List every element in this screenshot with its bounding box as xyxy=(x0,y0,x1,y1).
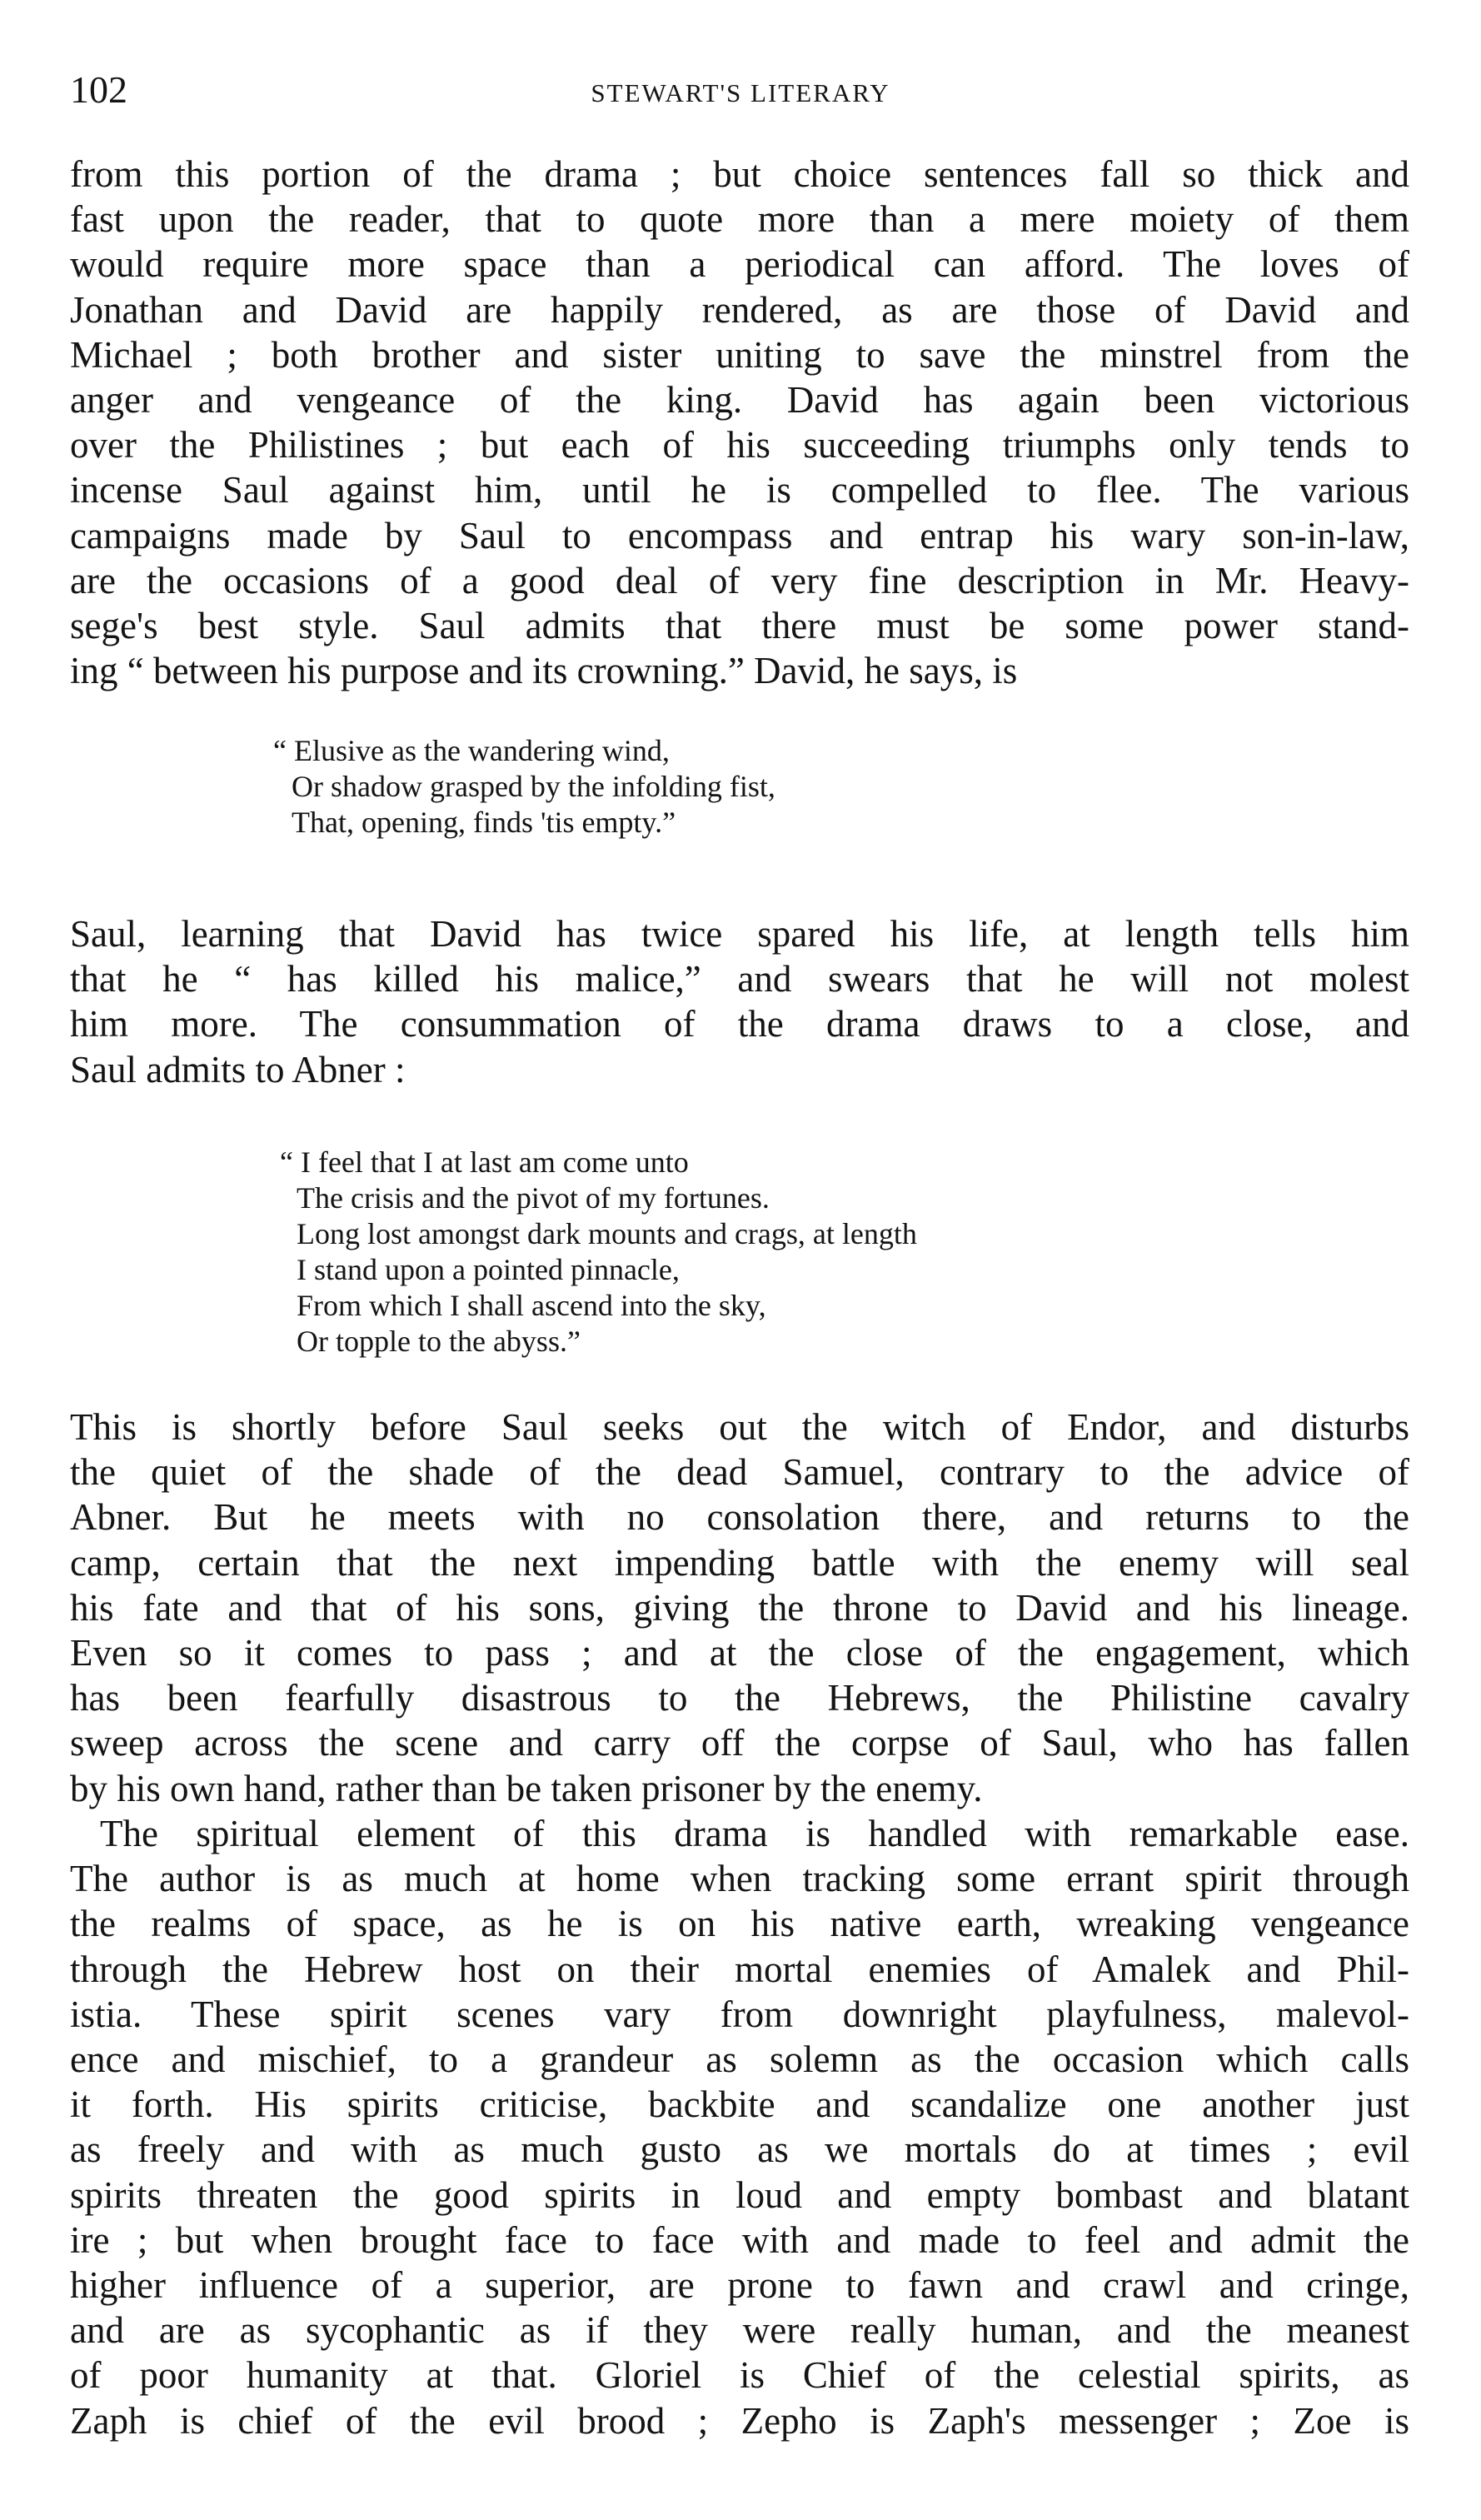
text-line: fast upon the reader, that to quote more than a mere moiety of them xyxy=(70,198,1409,241)
text-line: the realms of space, as he is on his native earth, wreaking vengeance xyxy=(70,1903,1409,1945)
text-line: The author is as much at home when tracking some errant spirit through xyxy=(70,1858,1409,1900)
text-line: incense Saul against him, until he is compelled to flee. The various xyxy=(70,469,1409,511)
text-line: his fate and that of his sons, giving the throne to David and his lineage. xyxy=(70,1586,1409,1629)
text-line: over the Philistines ; but each of his succeeding triumphs only tends to xyxy=(70,424,1409,467)
quote-line: Or topple to the abyss.” xyxy=(297,1325,581,1358)
text-line: higher influence of a superior, are prone to fawn and crawl and cringe, xyxy=(70,2264,1409,2307)
quote-line: Or shadow grasped by the infolding fist, xyxy=(292,770,775,803)
paragraph-4 xyxy=(70,1811,1409,2443)
quote-line: From which I shall ascend into the sky, xyxy=(297,1289,766,1322)
page-number: 102 xyxy=(70,68,127,111)
text-line: Jonathan and David are happily rendered, as are those of David and xyxy=(70,288,1409,331)
text-line: of poor humanity at that. Gloriel is Chief of the celestial spirits, as xyxy=(70,2354,1409,2397)
text-line: through the Hebrew host on their mortal enemies of Amalek and Phil- xyxy=(70,1948,1409,1990)
text-line: Zaph is chief of the evil brood ; Zepho is Zaph's messenger ; Zoe is xyxy=(70,2399,1409,2442)
block-quote-2 xyxy=(280,1145,917,1360)
quote-line: I stand upon a pointed pinnacle, xyxy=(297,1253,680,1286)
quote-line: That, opening, finds 'tis empty.” xyxy=(292,806,676,839)
text-line: him more. The consummation of the drama draws to a close, and xyxy=(70,1003,1409,1045)
text-line: by his own hand, rather than be taken prisoner by the enemy. xyxy=(70,1767,983,1809)
text-line: and are as sycophantic as if they were really human, and the meanest xyxy=(70,2309,1409,2352)
text-line: would require more space than a periodical can afford. The loves of xyxy=(70,243,1409,286)
text-line: The spiritual element of this drama is handled with remarkable ease. xyxy=(100,1813,1409,1854)
text-line: anger and vengeance of the king. David has again been victorious xyxy=(70,379,1409,422)
running-title: STEWART'S LITERARY xyxy=(591,78,890,107)
text-line: sege's best style. Saul admits that there must be some power stand- xyxy=(70,605,1409,647)
text-line: as freely and with as much gusto as we mortals do at times ; evil xyxy=(70,2128,1409,2171)
text-line: ire ; but when brought face to face with and made to feel and admit the xyxy=(70,2218,1409,2261)
text-line: campaigns made by Saul to encompass and entrap his wary son-in-law, xyxy=(70,514,1409,556)
page-header xyxy=(70,65,1411,115)
text-line: spirits threaten the good spirits in loud and empty bombast and blatant xyxy=(70,2173,1409,2216)
text-line: ence and mischief, to a grandeur as solemn as the occasion which calls xyxy=(70,2038,1409,2081)
text-line: the quiet of the shade of the dead Samuel, contrary to the advice of xyxy=(70,1451,1409,1494)
text-line: from this portion of the drama ; but choice sentences fall so thick and xyxy=(70,153,1409,195)
block-quote-1 xyxy=(273,733,775,841)
text-line: that he “ has killed his malice,” and swears that he will not molest xyxy=(70,958,1409,1001)
paragraph-3 xyxy=(70,1405,1409,1811)
quote-line: “ Elusive as the wandering wind, xyxy=(273,734,670,767)
text-line: has been fearfully disastrous to the Hebrews, the Philistine cavalry xyxy=(70,1677,1409,1719)
text-line: Even so it comes to pass ; and at the close of the engagement, which xyxy=(70,1632,1409,1674)
quote-line: The crisis and the pivot of my fortunes. xyxy=(297,1181,770,1215)
text-line: istia. These spirit scenes vary from downright playfulness, malevol- xyxy=(70,1993,1409,2035)
text-line: ing “ between his purpose and its crowning.” David, he says, is xyxy=(70,650,1018,692)
text-line: it forth. His spirits criticise, backbite and scandalize one another just xyxy=(70,2083,1409,2126)
text-line: Saul admits to Abner : xyxy=(70,1048,406,1090)
text-line: Abner. But he meets with no consolation there, and returns to the xyxy=(70,1496,1409,1539)
paragraph-1 xyxy=(70,152,1409,693)
text-line: are the occasions of a good deal of very fine description in Mr. Heavy- xyxy=(70,559,1409,601)
text-line: camp, certain that the next impending battle with the enemy will seal xyxy=(70,1541,1409,1584)
quote-line: “ I feel that I at last am come unto xyxy=(280,1145,689,1179)
quote-line: Long lost amongst dark mounts and crags, at length xyxy=(297,1217,917,1250)
text-line: Saul, learning that David has twice spared his life, at length tells him xyxy=(70,913,1409,955)
text-line: This is shortly before Saul seeks out the witch of Endor, and disturbs xyxy=(70,1406,1409,1448)
paragraph-2 xyxy=(70,911,1409,1092)
text-line: Michael ; both brother and sister uniting to save the minstrel from the xyxy=(70,333,1409,376)
text-line: sweep across the scene and carry off the corpse of Saul, who has fallen xyxy=(70,1722,1409,1764)
